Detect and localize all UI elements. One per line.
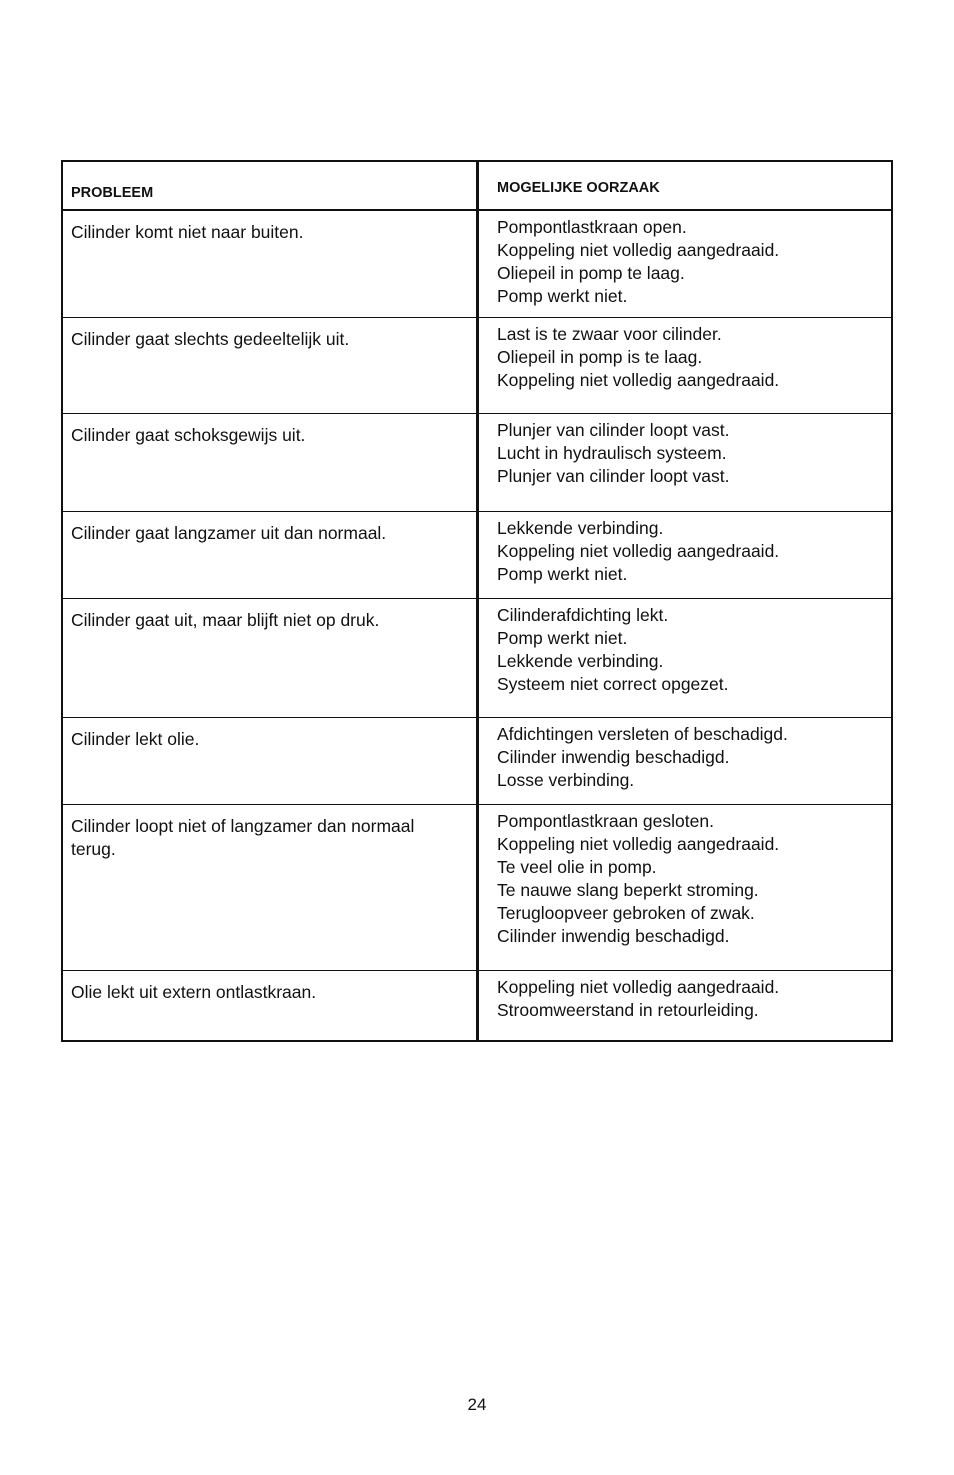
table-row	[63, 317, 891, 413]
cause-text: Lucht in hydraulisch systeem.	[497, 443, 727, 463]
table-row	[63, 511, 891, 598]
cause-text: Last is te zwaar voor cilinder.	[497, 324, 722, 344]
cause-cell	[479, 805, 891, 970]
cause-text: Cilinderafdichting lekt.	[497, 605, 669, 625]
problem-cell	[63, 718, 479, 804]
cause-text: Koppeling niet volledig aangedraaid.	[497, 370, 780, 390]
cause-text: Losse verbinding.	[497, 770, 635, 790]
cause-text: Cilinder inwendig beschadigd.	[497, 926, 730, 946]
cause-text: Koppeling niet volledig aangedraaid.	[497, 977, 780, 997]
cause-text: Cilinder inwendig beschadigd.	[497, 747, 730, 767]
cause-text: Pompontlastkraan gesloten.	[497, 811, 714, 831]
problem-text: Cilinder gaat uit, maar blijft niet op druk.	[71, 610, 380, 630]
problem-cell	[63, 971, 479, 1040]
cause-text: Koppeling niet volledig aangedraaid.	[497, 240, 780, 260]
cause-text: Oliepeil in pomp te laag.	[497, 263, 685, 283]
cause-cell	[479, 414, 891, 511]
problem-cell	[63, 414, 479, 511]
table-row	[63, 717, 891, 804]
cause-text: Stroomweerstand in retourleiding.	[497, 1000, 759, 1020]
problem-text: Cilinder gaat slechts gedeeltelijk uit.	[71, 329, 350, 349]
cause-text: Pomp werkt niet.	[497, 286, 628, 306]
problem-text: Cilinder lekt olie.	[71, 729, 200, 749]
cause-text: Terugloopveer gebroken of zwak.	[497, 903, 755, 923]
cause-text: Afdichtingen versleten of beschadigd.	[497, 724, 788, 744]
table-row	[63, 970, 891, 1040]
cause-text: Te veel olie in pomp.	[497, 857, 657, 877]
problem-text: Cilinder loopt niet of langzamer dan normaal	[71, 816, 415, 836]
table-body	[63, 211, 891, 1040]
problem-cell	[63, 318, 479, 413]
problem-cell	[63, 805, 479, 970]
problem-text: Cilinder komt niet naar buiten.	[71, 222, 304, 242]
problem-text: terug.	[71, 839, 116, 859]
cause-text: Pompontlastkraan open.	[497, 217, 687, 237]
troubleshooting-table	[61, 160, 893, 1042]
cause-cell	[479, 318, 891, 413]
cause-text: Koppeling niet volledig aangedraaid.	[497, 541, 780, 561]
problem-cell	[63, 211, 479, 317]
page-number: 24	[467, 1395, 487, 1414]
table-header-row	[63, 162, 891, 211]
table-row	[63, 413, 891, 511]
cause-text: Te nauwe slang beperkt stroming.	[497, 880, 759, 900]
problem-text: Cilinder gaat schoksgewijs uit.	[71, 425, 306, 445]
cause-text: Systeem niet correct opgezet.	[497, 674, 729, 694]
table-row	[63, 598, 891, 717]
cause-cell	[479, 599, 891, 717]
header-problem: PROBLEEM	[63, 162, 479, 209]
problem-cell	[63, 599, 479, 717]
cause-cell	[479, 512, 891, 598]
cause-text: Lekkende verbinding.	[497, 518, 664, 538]
header-cause: MOGELIJKE OORZAAK	[497, 180, 660, 196]
problem-cell	[63, 512, 479, 598]
cause-cell	[479, 718, 891, 804]
cause-text: Koppeling niet volledig aangedraaid.	[497, 834, 780, 854]
table-row	[63, 804, 891, 970]
problem-text: Olie lekt uit extern ontlastkraan.	[71, 982, 317, 1002]
problem-text: Cilinder gaat langzamer uit dan normaal.	[71, 523, 387, 543]
cause-text: Plunjer van cilinder loopt vast.	[497, 420, 730, 440]
cause-text: Lekkende verbinding.	[497, 651, 664, 671]
cause-cell	[479, 971, 891, 1040]
cause-text: Oliepeil in pomp is te laag.	[497, 347, 703, 367]
cause-cell	[479, 211, 891, 317]
cause-text: Pomp werkt niet.	[497, 628, 628, 648]
cause-text: Plunjer van cilinder loopt vast.	[497, 466, 730, 486]
cause-text: Pomp werkt niet.	[497, 564, 628, 584]
table-row	[63, 211, 891, 317]
